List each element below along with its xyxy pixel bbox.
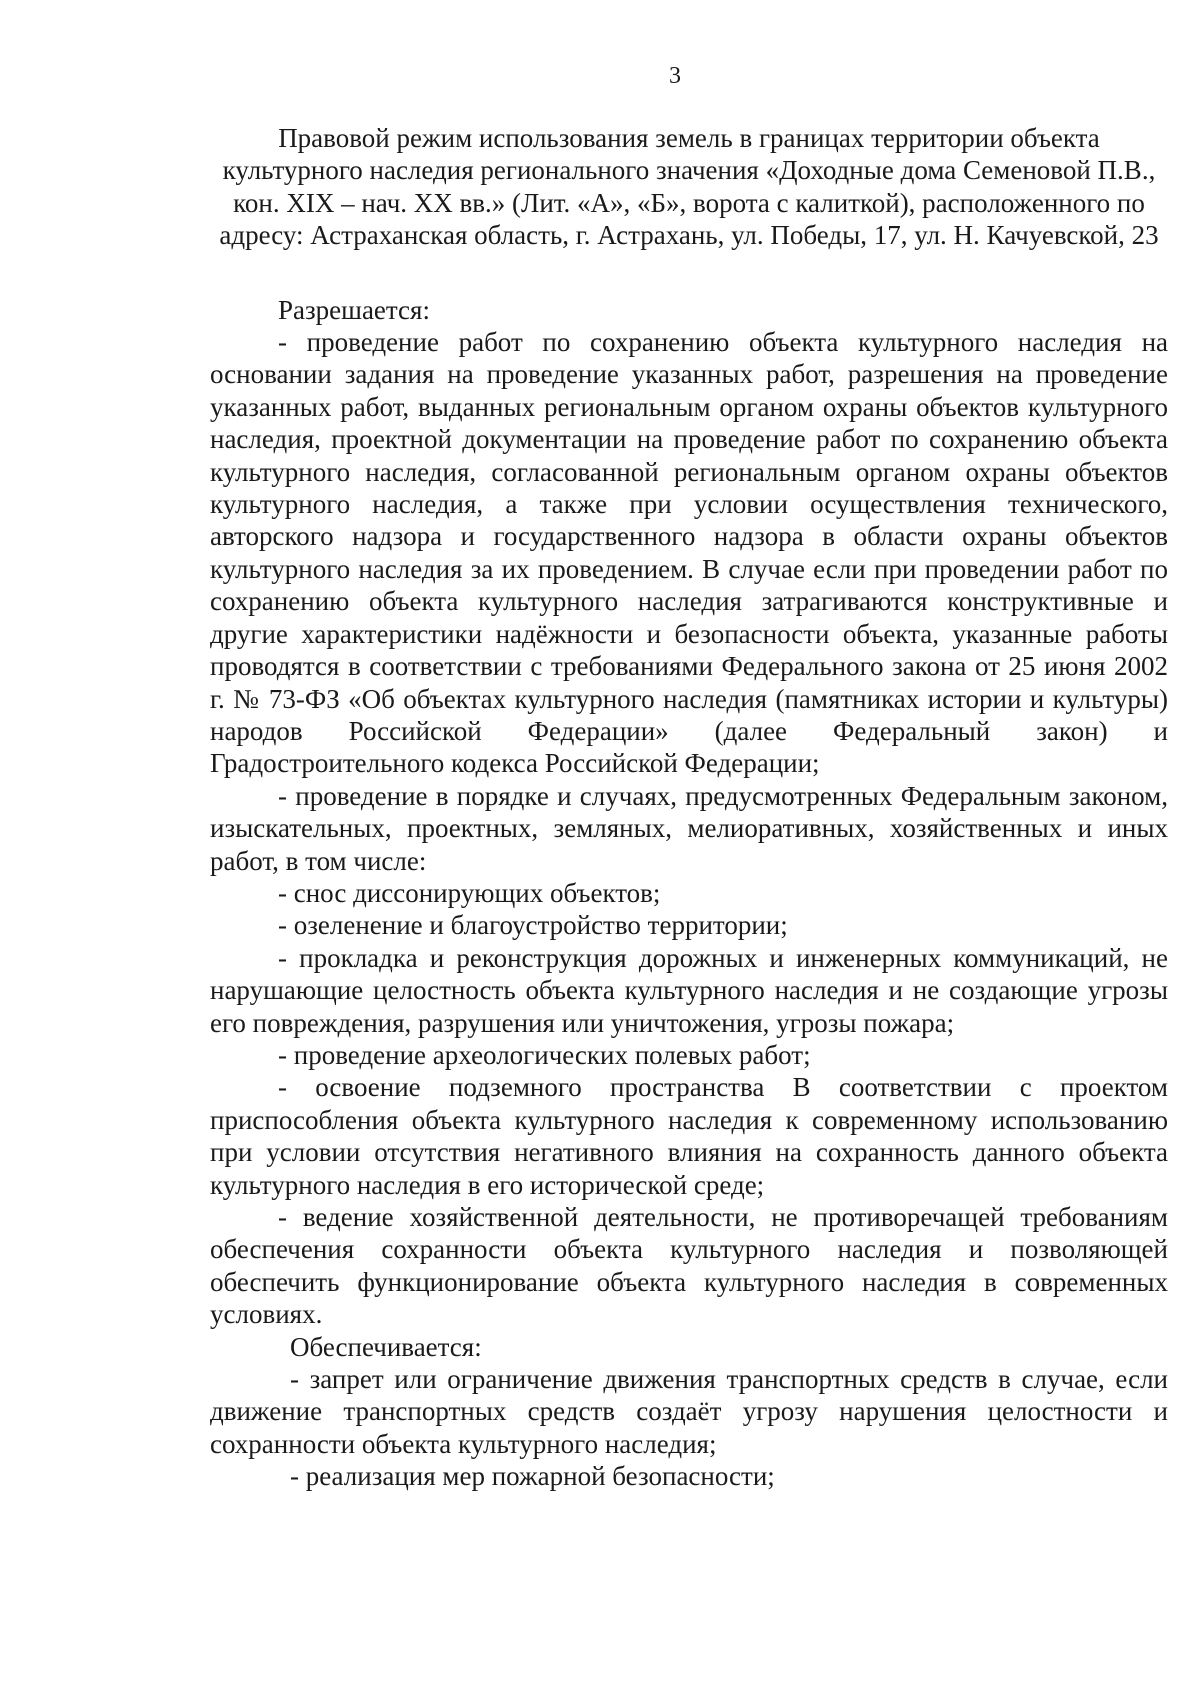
permitted-item: - ведение хозяйственной деятельности, не противоречащей требованиям обеспечения сохранности объекта культурного наследия и позволяющей обеспечить функционирование объекта культурного наследия в современных условиях. — [210, 1202, 1168, 1330]
permitted-item: - озеленение и благоустройство территории; — [278, 910, 788, 941]
permitted-item: - прокладка и реконструкция дорожных и инженерных коммуникаций, не нарушающие целостность объекта культурного наследия и не создающие угрозы его повреждения, разрушения или уничтожения, угрозы пожара; — [210, 942, 1168, 1038]
permitted-item: - снос диссонирующих объектов; — [278, 877, 661, 908]
ensured-item: - реализация мер пожарной безопасности; — [290, 1461, 775, 1492]
permitted-item: - проведение работ по сохранению объекта культурного наследия на основании задания на проведение указанных работ, разрешения на проведение указанных работ, выданных региональным органом охраны объектов культурного наследия, проектной документации на проведение работ по сохранению объекта культурного наследия, согласованной региональным органом охраны объектов культурного наследия, а также при условии осуществления технического, авторского надзора и государственного надзора в области охраны объектов культурного наследия за их проведением. В случае если при проведении работ по сохранению объекта культурного наследия затрагиваются конструктивные и другие характеристики надёжности и безопасности объекта, указанные работы проводятся в соответствии с требованиями Федерального закона от 25 июня 2002 г. № 73-ФЗ «Об объектах культурного наследия (памятниках истории и культуры) народов Российской Федерации» (далее Федеральный закон) и Градостроительного кодекса Российской Федерации; — [210, 327, 1168, 779]
document-heading: Правовой режим использования земель в границах территории объекта культурного наследия регионального значения «Доходные дома Семеновой П.В., кон. XIX – нач. XX вв.» (Лит. «А», «Б», ворота с калиткой), расположенного по адресу: Астраханская область, г. Астрахань, ул. Победы, 17, ул. Н. Качуевской, 23 — [219, 123, 1159, 251]
permitted-label: Разрешается: — [278, 294, 430, 325]
permitted-item: - освоение подземного пространства В соответствии с проектом приспособления объекта культурного наследия к современному использованию при условии отсутствия негативного влияния на сохранность данного объекта культурного наследия в его исторической среде; — [210, 1072, 1168, 1200]
ensured-item: - запрет или ограничение движения транспортных средств в случае, если движение транспортных средств создаёт угрозу нарушения целостности и сохранности объекта культурного наследия; — [210, 1364, 1168, 1459]
permitted-item: - проведение в порядке и случаях, предусмотренных Федеральным законом, изыскательных, проектных, земляных, мелиоративных, хозяйственных и иных работ, в том числе: — [210, 780, 1168, 876]
document-body — [210, 122, 1168, 1493]
page-number: 3 — [669, 63, 681, 89]
ensured-label: Обеспечивается: — [290, 1331, 482, 1362]
permitted-item: - проведение археологических полевых работ; — [278, 1039, 811, 1070]
